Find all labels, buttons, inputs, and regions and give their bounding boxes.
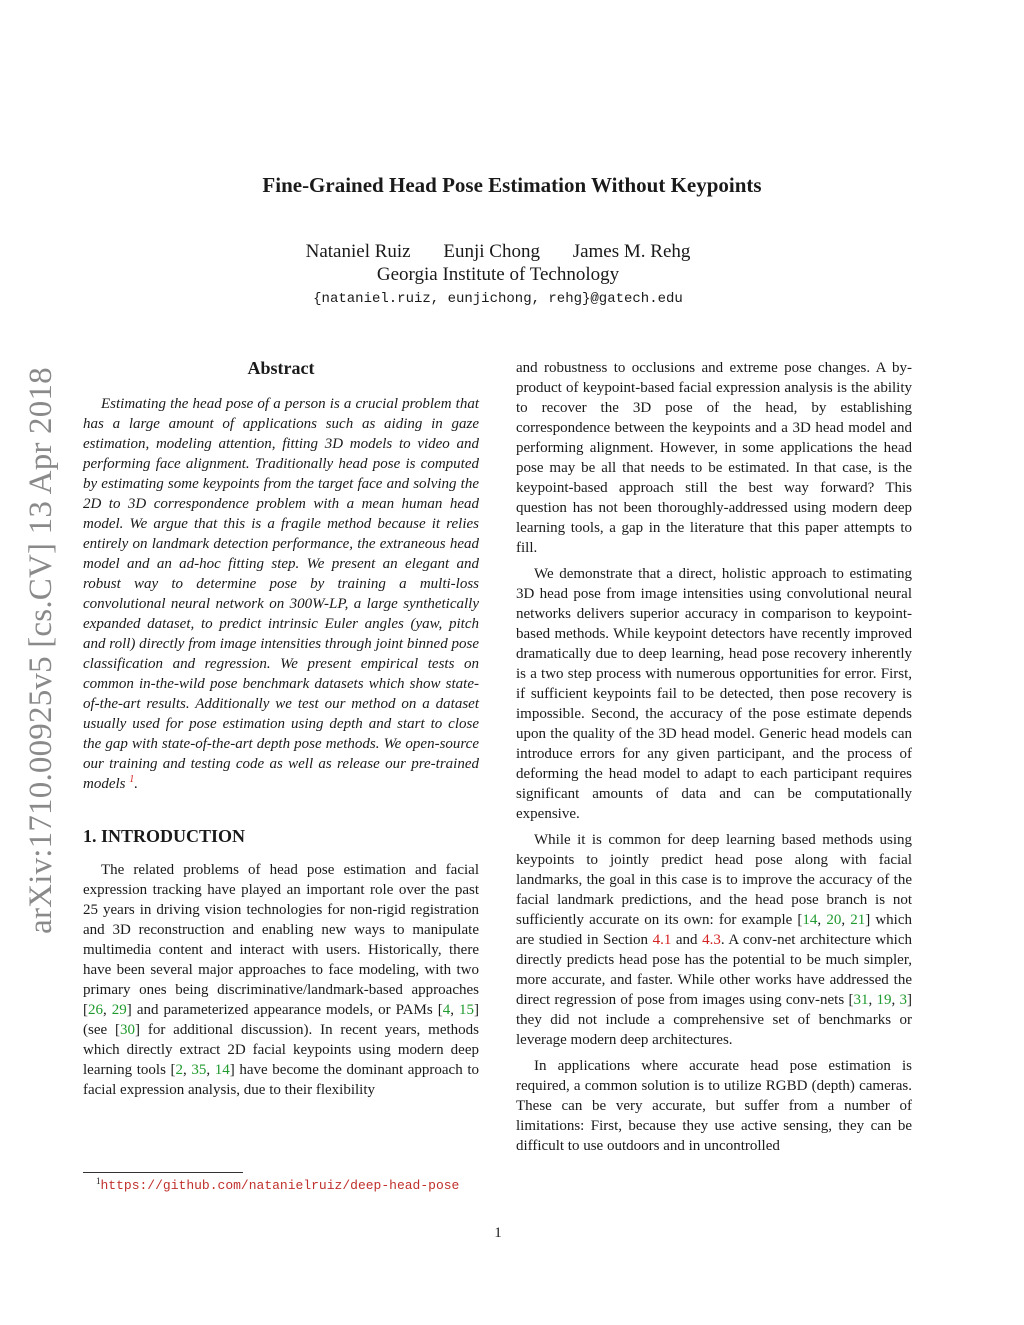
citation-link[interactable]: 21	[850, 912, 866, 928]
section-link[interactable]: 4.1	[652, 932, 672, 948]
citation-link[interactable]: 14	[214, 1062, 230, 1078]
abstract-text	[83, 394, 479, 794]
citation-link[interactable]: 3	[899, 992, 908, 1008]
citation-link[interactable]: 31	[853, 992, 869, 1008]
separator: ,	[841, 912, 851, 928]
paragraph-text: ] (see [	[83, 1002, 479, 1038]
separator: ,	[206, 1062, 215, 1078]
paragraph-text: . A conv-net architecture which directly predicts head pose has the potential to be much simpler, more accurate, and faster. While other works have addressed the direct regression of pose from images using conv-nets [	[516, 932, 912, 1008]
intro-paragraph-4	[516, 830, 912, 1050]
paragraph-text: ] and parameterized appearance models, or PAMs [	[126, 1002, 443, 1018]
paragraph-text: and	[671, 932, 703, 948]
paper-title: Fine-Grained Head Pose Estimation Without Keypoints	[262, 173, 762, 197]
author-name: Eunji Chong	[443, 241, 540, 262]
citation-link[interactable]: 19	[876, 992, 892, 1008]
separator: ,	[817, 912, 827, 928]
citation-link[interactable]: 4	[442, 1002, 451, 1018]
intro-paragraph-3: We demonstrate that a direct, holistic approach to estimating 3D head pose from image intensities using convolutional neural networks delivers superior accuracy in comparison to keypoint-based methods. While keypoint detectors have recently improved dramatically due to deep learning, head pose recovery inherently is a two step process with numerous opportunities for error. First, if sufficient keypoints fail to be detected, then pose recovery is impossible. Second, the accuracy of the pose estimate depends upon the quality of the 3D head model. Generic head models can introduce errors for any given participant, and the process of deforming the head model to adapt to each participant requires significant amounts of data and can be computationally expensive.	[516, 566, 912, 822]
abstract-body: Estimating the head pose of a person is a crucial problem that has a large amount of applications such as aiding in gaze estimation, modeling attention, fitting 3D models to video and performing face alignment. Traditionally head pose is computed by estimating some keypoints from the target face and solving the 2D to 3D correspondence problem with a mean human head model. We argue that this is a fragile method because it relies entirely on landmark detection performance, the extraneous head model and an ad-hoc fitting step. We present an elegant and robust way to determine pose by training a multi-loss convolutional neural network on 300W-LP, a large synthetically expanded dataset, to predict intrinsic Euler angles (yaw, pitch and roll) directly from image intensities through joint binned pose classification and regression. We present empirical tests on common in-the-wild pose benchmark datasets which show state-of-the-art results. Additionally we test our method on a dataset usually used for pose estimation using depth and start to close the gap with state-of-the-art depth pose methods. We open-source our training and testing code as well as release our pre-trained models	[83, 396, 479, 792]
citation-link[interactable]: 26	[88, 1002, 103, 1018]
footnote	[96, 1176, 459, 1193]
citation-link[interactable]: 30	[120, 1022, 135, 1038]
separator: ,	[103, 1002, 112, 1018]
right-column	[516, 358, 912, 1156]
citation-link[interactable]: 2	[175, 1062, 184, 1078]
intro-paragraph-1	[83, 860, 479, 1100]
affiliation: Georgia Institute of Technology	[376, 264, 620, 285]
footnote-number: 1	[96, 1176, 101, 1186]
separator: ,	[868, 992, 877, 1008]
author-name: James M. Rehg	[572, 241, 691, 262]
paragraph-text: ] have become the dominant approach to facial expression analysis, due to their flexibility	[83, 1062, 479, 1098]
paragraph-text: The related problems of head pose estimation and facial expression tracking have played an important role over the past 25 years in driving vision technologies for non-rigid registration and 3D reconstruction and enabling new ways to manipulate multimedia content and interact with users. Historically, there have been several major approaches to face modeling, with two primary ones being discriminative/landmark-based approaches [	[83, 862, 479, 1018]
citation-link[interactable]: 35	[191, 1062, 207, 1078]
section-heading: 1. INTRODUCTION	[83, 826, 246, 846]
arxiv-id: arXiv:1710.00925v5 [cs.CV] 13 Apr 2018	[22, 366, 59, 934]
arxiv-stamp	[8, 355, 74, 945]
paragraph-text: While it is common for deep learning based methods using keypoints to jointly predict head pose along with facial landmarks, the goal in this case is to improve the accuracy of the facial landmark predictions, and the head pose branch is not sufficiently accurate on its own: for example [	[516, 832, 912, 928]
left-column	[83, 356, 479, 1100]
paragraph-text: ] they did not include a comprehensive set of benchmarks or leverage modern deep architectures.	[516, 992, 913, 1048]
citation-link[interactable]: 14	[802, 912, 818, 928]
author-emails: {nataniel.ruiz, eunjichong, rehg}@gatech.edu	[313, 291, 683, 307]
footnote-marker[interactable]: 1	[129, 774, 135, 785]
paragraph-text: ] which are studied in Section	[516, 912, 912, 948]
separator: ,	[183, 1062, 192, 1078]
footnote-divider	[83, 1172, 243, 1173]
page-number: 1	[494, 1225, 502, 1241]
paragraph-text: ] for additional discussion). In recent years, methods which directly extract 2D facial keypoints using modern deep learning tools [	[83, 1022, 479, 1078]
citation-link[interactable]: 29	[111, 1002, 127, 1018]
abstract-heading: Abstract	[247, 358, 315, 378]
citation-link[interactable]: 15	[459, 1002, 474, 1018]
intro-paragraph-continued: and robustness to occlusions and extreme pose changes. A by-product of keypoint-based facial expression analysis is the ability to recover the 3D pose of the head, by establishing correspondence between the keypoints and a 3D head model and performing alignment. However, in some applications the head pose may be all that needs to be estimated. In that case, is the keypoint-based approach still the best way forward? This question has not been thoroughly-addressed using modern deep learning tools, a gap in the literature that this paper attempts to fill.	[516, 360, 912, 556]
footnote-url-link[interactable]: https://github.com/natanielruiz/deep-head-pose	[100, 1178, 460, 1193]
separator: ,	[450, 1002, 459, 1018]
citation-link[interactable]: 20	[826, 912, 842, 928]
separator: ,	[891, 992, 900, 1008]
section-link[interactable]: 4.3	[702, 932, 721, 948]
author-name: Nataniel Ruiz	[305, 241, 411, 262]
author-list	[0, 241, 996, 263]
abstract-end: .	[134, 776, 138, 792]
intro-paragraph-5: In applications where accurate head pose estimation is required, a common solution is to utilize RGBD (depth) cameras. These can be very accurate, but suffer from a number of limitations: First, because they use active sensing, they can be difficult to use outdoors and in uncontrolled	[516, 1058, 912, 1154]
